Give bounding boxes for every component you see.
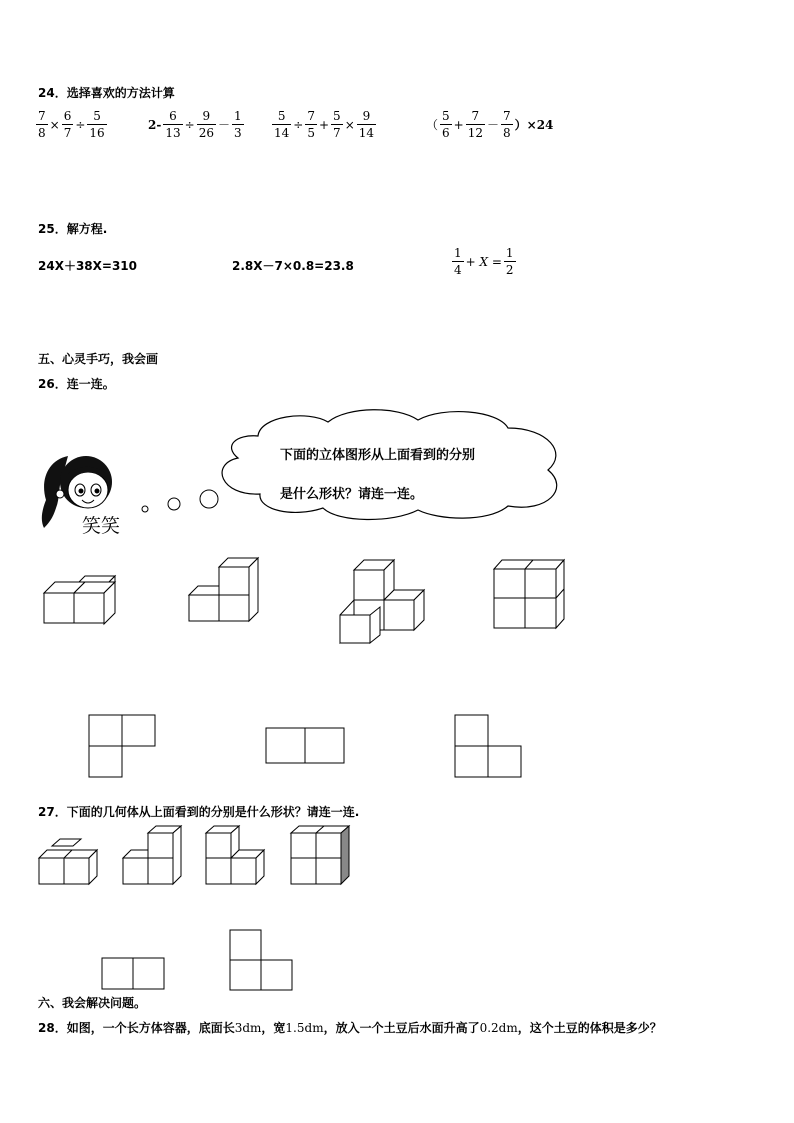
bubble-text-line-1: 下面的立体图形从上面看到的分别 [280,448,476,463]
q27-solid-1 [36,838,101,888]
q27-top-view-1 [100,956,168,992]
q24-expression-4: （ $\frac{5}{6}$ + $\frac{7}{12}$ － $\frac{7}{8}$ ）×24 [426,109,554,140]
girl-caption: 笑笑 [82,515,121,537]
q24-expression-1: $\frac{7}{8}$ × $\frac{6}{7}$ ÷ $\frac{5}{16}$ [38,109,105,140]
q27-solid-2 [120,825,185,887]
q25-title: 25．解方程. [38,222,108,236]
q26-top-view-2 [264,726,349,768]
q26-solid-2 [185,545,270,625]
q26-solid-3 [336,555,431,645]
q26-top-view-1 [86,712,161,782]
thought-dots [138,488,228,518]
q24-expression-2: 2- $\frac{6}{13}$ ÷ $\frac{9}{26}$ － $\frac{1}{3}$ [148,109,242,140]
q25-equation-2: 2.8X－7×0.8=23.8 [232,259,354,273]
q28-text: 28．如图，一个长方体容器，底面长3dm，宽1.5dm，放入一个土豆后水面升高了0.2dm，这个土豆的体积是多少？ [38,1021,662,1035]
q24-title: 24．选择喜欢的方法计算 [38,86,175,100]
q26-solid-4 [490,555,575,635]
q24-expression-3: $\frac{5}{14}$ ÷ $\frac{7}{5}$ + $\frac{5}{7}$ × $\frac{9}{14}$ [274,109,375,140]
q25-equation-3: $\frac{1}{4}$ + X = $\frac{1}{2}$ [454,246,514,277]
q26-top-view-3 [452,712,527,782]
q27-solid-3 [203,825,273,887]
q27-title: 27．下面的几何体从上面看到的分别是什么形状？请连一连. [38,805,360,819]
bubble-text-line-2: 是什么形状？请连一连。 [280,487,424,502]
q27-solid-4 [288,825,353,887]
q27-top-view-2 [227,928,297,992]
thought-bubble [218,408,573,523]
q25-equation-1: 24X＋38X=310 [38,259,138,273]
section-6-heading: 六、我会解决问题。 [38,996,147,1010]
q26-solid-1 [40,565,125,625]
q26-title: 26．连一连。 [38,377,115,391]
section-5-heading: 五、心灵手巧，我会画 [38,352,159,366]
